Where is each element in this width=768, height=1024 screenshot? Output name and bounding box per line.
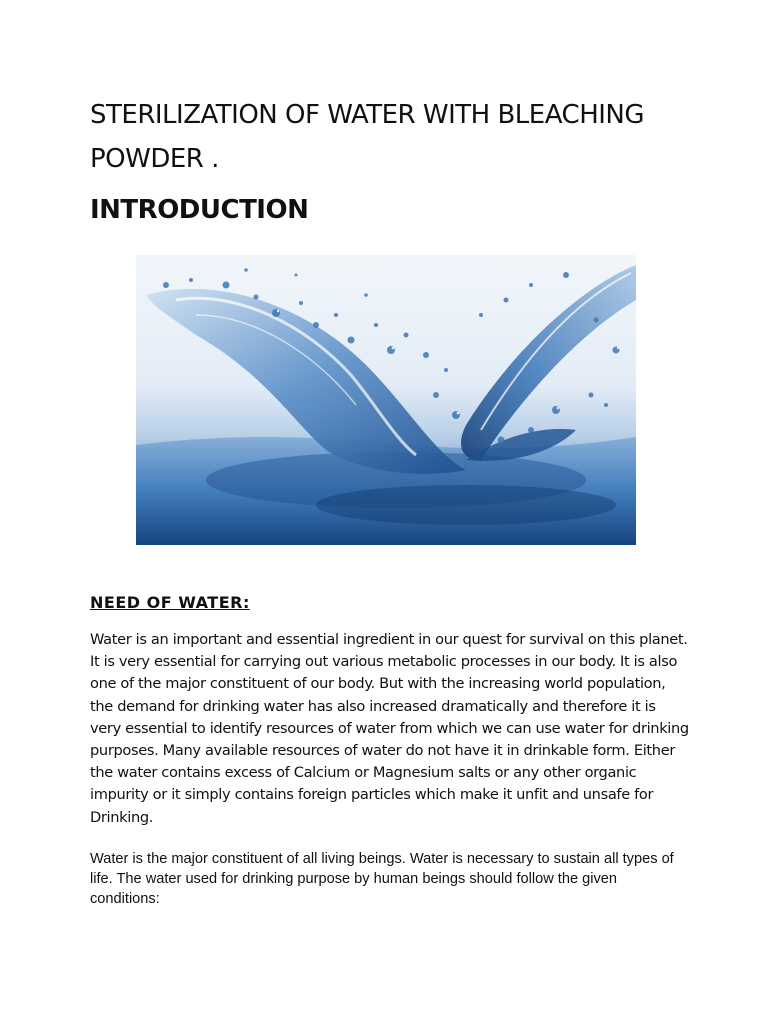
- need-of-water-heading: NEED OF WATER:: [90, 593, 250, 612]
- title-line-2: POWDER .: [90, 144, 219, 174]
- need-of-water-paragraph: Water is an important and essential ingredient in our quest for survival on this planet. It is very essential for carrying out various metabolic processes in our body. It is also one of the major constituent of our body. But with the increasing world population, the demand for drinking water has also increased dramatically and therefore it is very essential to identify resources of water from which we can use water for drinking purposes. Many available resources of water do not have it in drinkable form. Either the water contains excess of Calcium or Magnesium salts or any other organic impurity or it simply contains foreign particles which make it unfit and unsafe for Drinking.: [90, 631, 689, 826]
- title-line-1: STERILIZATION OF WATER WITH BLEACHING: [90, 100, 645, 130]
- introduction-heading: INTRODUCTION: [90, 195, 309, 225]
- water-splash-image: [136, 255, 636, 545]
- constituent-paragraph: Water is the major constituent of all living beings. Water is necessary to sustain all types of life. The water used for drinking purpose by human beings should follow the given conditions:: [90, 851, 674, 907]
- document-title: [90, 93, 680, 181]
